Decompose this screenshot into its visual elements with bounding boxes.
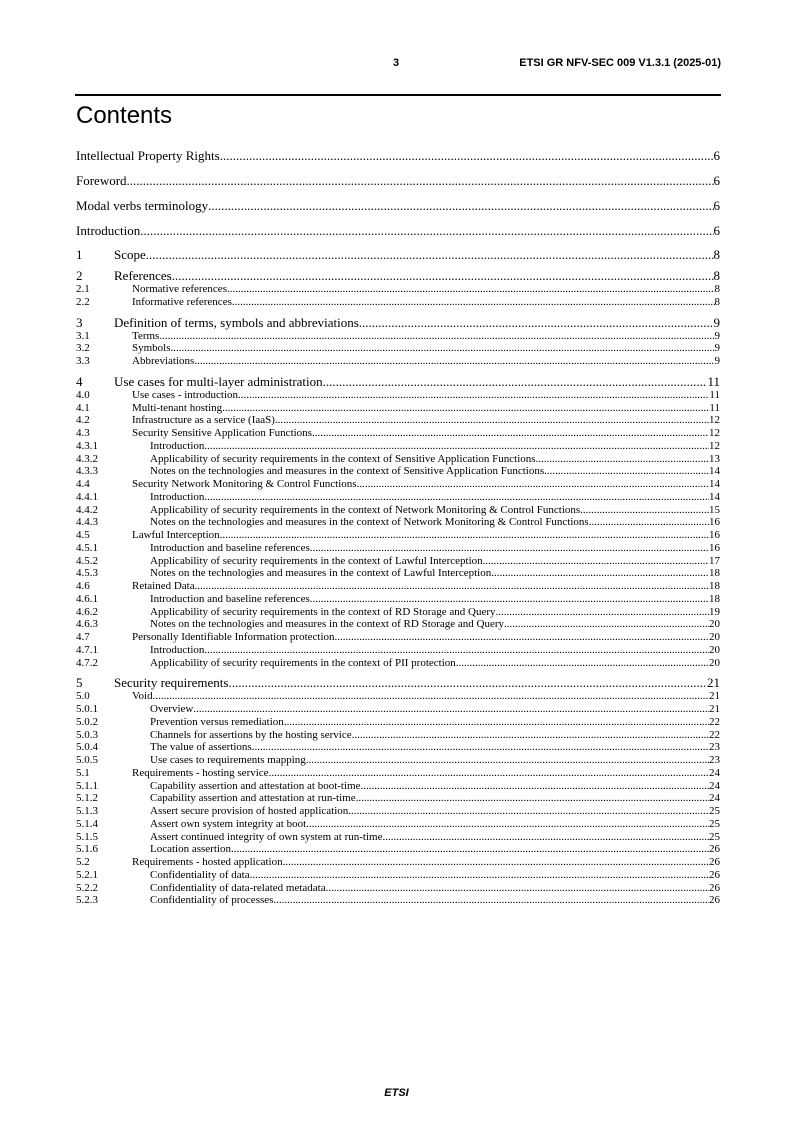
toc-entry-number: 3 (76, 315, 83, 330)
toc-entry[interactable] (76, 402, 720, 415)
toc-entry-number: 4.4.1 (76, 490, 98, 503)
toc-dot-leader (194, 355, 714, 368)
toc-entry-title: Assert continued integrity of own system at run-time (150, 830, 383, 843)
toc-entry-title: Notes on the technologies and measures in the context of Network Monitoring & Control Functions (150, 516, 589, 529)
toc-entry[interactable] (76, 414, 720, 427)
toc-entry-page: 21 (709, 703, 720, 715)
contents-title: Contents (76, 102, 173, 129)
toc-entry-page: 19 (709, 605, 720, 618)
toc-entry-number: 4.5 (76, 529, 90, 541)
toc-entry-page: 8 (713, 269, 720, 283)
toc-entry-title: Personally Identifiable Information protection (132, 631, 335, 643)
toc-entry-number: 4.4.2 (76, 503, 98, 516)
toc-entry-title: Introduction (150, 439, 205, 452)
toc-dot-leader (220, 529, 709, 542)
toc-entry[interactable] (76, 465, 720, 478)
toc-entry-title: Retained Data (132, 580, 195, 592)
toc-entry[interactable] (76, 843, 720, 856)
toc-entry-page: 20 (709, 656, 720, 669)
toc-dot-leader (250, 869, 709, 882)
toc-dot-leader (228, 676, 707, 690)
toc-entry-title: Use cases - introduction (132, 388, 238, 401)
toc-dot-leader (352, 729, 709, 742)
toc-entry-page: 14 (709, 478, 720, 490)
toc-entry-page: 9 (714, 329, 720, 342)
toc-dot-leader (348, 805, 709, 818)
toc-entry-number: 4.2 (76, 414, 90, 427)
toc-dot-leader (504, 618, 709, 631)
toc-entry-page: 16 (709, 529, 720, 541)
toc-dot-leader (208, 198, 713, 214)
toc-dot-leader (227, 283, 715, 296)
toc-entry[interactable] (76, 516, 720, 529)
toc-entry[interactable] (76, 316, 720, 330)
toc-entry-title: Scope (114, 248, 146, 262)
toc-dot-leader (238, 389, 709, 402)
header-rule (75, 94, 721, 96)
toc-entry[interactable] (76, 170, 720, 195)
toc-entry[interactable] (76, 342, 720, 355)
toc-entry[interactable] (76, 491, 720, 504)
toc-entry-page: 20 (709, 631, 720, 643)
toc-entry-title: Assert secure provision of hosted application (150, 805, 349, 817)
toc-entry-number: 4.7.1 (76, 643, 98, 656)
toc-dot-leader (310, 593, 709, 606)
toc-entry-page: 9 (714, 342, 720, 355)
toc-entry-title: Lawful Interception (132, 529, 220, 541)
toc-dot-leader (312, 427, 709, 440)
toc-entry[interactable] (76, 504, 720, 517)
toc-entry-number: 2.2 (76, 295, 90, 308)
toc-entry[interactable] (76, 529, 720, 542)
toc-entry-number: 4.4.3 (76, 516, 98, 529)
toc-entry-title: Confidentiality of data (150, 868, 250, 881)
toc-entry-title: Applicability of security requirements in the context of PII protection (150, 656, 456, 669)
toc-entry-page: 16 (709, 516, 720, 529)
toc-entry-title: Assert own system integrity at boot (150, 817, 307, 830)
toc-entry-number: 4.4 (76, 478, 90, 490)
toc-entry-number: 4.6.2 (76, 605, 98, 618)
toc-dot-leader (171, 342, 715, 355)
toc-entry-number: 4.5.3 (76, 567, 98, 580)
toc-dot-leader (204, 491, 709, 504)
toc-dot-leader (306, 754, 709, 767)
toc-entry-title: Introduction (150, 643, 205, 656)
toc-dot-leader (335, 631, 709, 644)
toc-entry-page: 9 (713, 315, 720, 330)
toc-entry-number: 5.1.1 (76, 779, 98, 792)
toc-entry-page: 23 (709, 741, 720, 754)
toc-entry[interactable] (76, 741, 720, 754)
toc-entry-page: 26 (709, 894, 720, 907)
toc-entry-page: 14 (709, 490, 720, 503)
toc-entry[interactable] (76, 355, 720, 368)
toc-entry-number: 5.1 (76, 766, 90, 779)
toc-entry-page: 21 (707, 676, 720, 691)
toc-entry-title: Introduction (76, 223, 141, 238)
toc-entry-number: 5.1.4 (76, 817, 98, 830)
toc-dot-leader (146, 248, 714, 262)
page-header (0, 57, 793, 73)
toc-entry-title: Confidentiality of data-related metadata (150, 881, 326, 894)
toc-dot-leader (580, 504, 709, 517)
toc-entry[interactable] (76, 780, 720, 793)
toc-entry-number: 3.3 (76, 355, 90, 367)
toc-dot-leader (357, 478, 709, 491)
toc-dot-leader (172, 269, 714, 283)
toc-entry[interactable] (76, 818, 720, 831)
toc-entry-page: 18 (709, 567, 720, 580)
toc-entry-number: 5.0 (76, 690, 90, 703)
toc-entry-number: 4.5.1 (76, 541, 98, 554)
toc-entry[interactable] (76, 767, 720, 780)
toc-entry[interactable] (76, 478, 720, 491)
toc-entry-title: Capability assertion and attestation at boot-time (150, 779, 361, 792)
toc-entry[interactable] (76, 716, 720, 729)
toc-entry[interactable] (76, 427, 720, 440)
toc-dot-leader (269, 767, 709, 780)
toc-entry[interactable] (76, 703, 720, 716)
table-of-contents (76, 145, 720, 907)
page-number: 3 (393, 57, 400, 69)
toc-entry-page: 24 (709, 792, 720, 805)
toc-entry-title: Location assertion (150, 843, 231, 856)
toc-entry[interactable] (76, 618, 720, 631)
toc-entry-number: 4.1 (76, 401, 90, 414)
toc-dot-leader (153, 690, 709, 703)
toc-entry[interactable] (76, 882, 720, 895)
toc-entry-number: 5.1.5 (76, 830, 98, 843)
toc-dot-leader (127, 173, 714, 189)
toc-entry-number: 4.6 (76, 580, 90, 592)
toc-entry-number: 4.3.3 (76, 465, 98, 478)
toc-dot-leader (589, 516, 709, 529)
toc-entry-number: 5 (76, 676, 83, 691)
toc-dot-leader (326, 882, 709, 895)
toc-entry-page: 15 (709, 503, 720, 516)
toc-entry-page: 18 (709, 580, 720, 592)
toc-entry-title: Terms (132, 329, 160, 342)
toc-entry-number: 5.0.5 (76, 754, 98, 766)
toc-entry[interactable] (76, 248, 720, 262)
toc-entry[interactable] (76, 269, 720, 283)
toc-dot-leader (359, 316, 714, 330)
toc-dot-leader (220, 148, 714, 164)
toc-entry[interactable] (76, 754, 720, 767)
toc-entry-number: 4.3 (76, 427, 90, 439)
document-identifier: ETSI GR NFV-SEC 009 V1.3.1 (2025-01) (519, 57, 721, 69)
toc-entry-page: 25 (709, 817, 720, 830)
toc-entry[interactable] (76, 220, 720, 245)
toc-entry-page: 24 (709, 779, 720, 792)
toc-entry[interactable] (76, 894, 720, 907)
toc-entry[interactable] (76, 555, 720, 568)
toc-entry-number: 3.1 (76, 329, 90, 342)
toc-dot-leader (356, 792, 709, 805)
toc-entry-page: 11 (709, 401, 720, 414)
toc-entry-page: 17 (709, 554, 720, 567)
toc-entry[interactable] (76, 580, 720, 593)
toc-entry-number: 5.0.4 (76, 741, 98, 754)
toc-entry[interactable] (76, 453, 720, 466)
toc-dot-leader (275, 414, 709, 427)
toc-entry-page: 16 (709, 541, 720, 554)
toc-entry[interactable] (76, 869, 720, 882)
toc-entry[interactable] (76, 831, 720, 844)
toc-entry-title: Prevention versus remediation (150, 715, 284, 728)
toc-dot-leader (306, 818, 709, 831)
toc-entry-title: Channels for assertions by the hosting service (150, 728, 352, 741)
toc-entry-title: Void (132, 690, 153, 703)
toc-dot-leader (193, 703, 709, 716)
toc-dot-leader (284, 716, 709, 729)
toc-entry-page: 12 (709, 439, 720, 452)
toc-entry-title: Informative references (132, 295, 232, 308)
toc-dot-leader (496, 606, 710, 619)
toc-entry-title: Definition of terms, symbols and abbreviations (114, 315, 359, 330)
toc-entry[interactable] (76, 195, 720, 220)
toc-entry[interactable] (76, 593, 720, 606)
toc-entry-number: 5.1.2 (76, 792, 98, 805)
toc-entry[interactable] (76, 389, 720, 402)
toc-entry-page: 26 (709, 856, 720, 868)
toc-dot-leader (204, 440, 709, 453)
toc-entry-page: 23 (709, 754, 720, 766)
toc-entry-number: 5.1.6 (76, 843, 98, 856)
toc-dot-leader (536, 453, 709, 466)
toc-entry[interactable] (76, 690, 720, 703)
toc-entry-title: Use cases for multi-layer administration (114, 374, 323, 389)
toc-entry-title: Multi-tenant hosting (132, 401, 223, 414)
toc-entry-number: 4 (76, 374, 83, 389)
toc-entry-title: Notes on the technologies and measures in the context of RD Storage and Query (150, 618, 505, 631)
toc-entry-page: 9 (714, 355, 720, 367)
toc-dot-leader (195, 580, 709, 593)
toc-entry-page: 6 (713, 173, 720, 188)
toc-entry-page: 26 (709, 843, 720, 856)
toc-entry-title: References (114, 269, 172, 283)
toc-dot-leader (273, 894, 709, 907)
toc-entry-title: Modal verbs terminology (76, 198, 209, 213)
toc-entry-page: 22 (709, 715, 720, 728)
toc-entry-page: 20 (709, 643, 720, 656)
toc-entry[interactable] (76, 792, 720, 805)
toc-entry-page: 13 (709, 452, 720, 465)
toc-dot-leader (382, 831, 709, 844)
page-footer: ETSI (384, 1087, 409, 1099)
toc-entry-page: 12 (709, 427, 720, 439)
toc-entry-number: 5.2.2 (76, 881, 98, 894)
toc-entry[interactable] (76, 631, 720, 644)
toc-dot-leader (204, 644, 709, 657)
toc-entry[interactable] (76, 606, 720, 619)
toc-entry-title: Security Network Monitoring & Control Functions (132, 478, 357, 490)
toc-entry[interactable] (76, 856, 720, 869)
toc-dot-leader (456, 657, 709, 670)
toc-dot-leader (222, 402, 709, 415)
toc-entry-title: Notes on the technologies and measures in the context of Sensitive Application Functions (150, 465, 545, 478)
toc-entry-number: 5.2 (76, 856, 90, 868)
toc-entry-page: 25 (709, 830, 720, 843)
toc-entry-title: Security Sensitive Application Functions (132, 427, 312, 439)
toc-entry-page: 12 (709, 414, 720, 427)
toc-entry-title: Introduction and baseline references (150, 592, 310, 605)
toc-dot-leader (310, 542, 709, 555)
toc-entry-number: 4.5.2 (76, 554, 98, 567)
toc-entry[interactable] (76, 644, 720, 657)
toc-entry-number: 2.1 (76, 283, 90, 295)
toc-entry[interactable] (76, 657, 720, 670)
toc-entry-page: 8 (714, 295, 720, 308)
toc-entry-title: Introduction and baseline references (150, 541, 310, 554)
toc-entry-number: 5.0.3 (76, 728, 98, 741)
toc-dot-leader (231, 843, 709, 856)
toc-entry-number: 4.7.2 (76, 656, 98, 669)
toc-entry-page: 6 (713, 223, 720, 238)
toc-entry[interactable] (76, 567, 720, 580)
toc-entry-number: 2 (76, 269, 83, 283)
toc-entry-title: Applicability of security requirements in the context of RD Storage and Query (150, 605, 496, 618)
toc-entry[interactable] (76, 676, 720, 690)
toc-entry[interactable] (76, 296, 720, 309)
toc-entry-title: Overview (150, 703, 194, 715)
toc-entry-number: 4.0 (76, 388, 90, 401)
toc-entry-page: 6 (713, 198, 720, 213)
toc-entry-number: 3.2 (76, 342, 90, 355)
toc-entry[interactable] (76, 542, 720, 555)
toc-entry-number: 5.1.3 (76, 805, 98, 817)
toc-dot-leader (232, 296, 715, 309)
toc-entry-page: 14 (709, 465, 720, 478)
toc-entry-number: 4.6.3 (76, 618, 98, 631)
toc-dot-leader (252, 741, 709, 754)
toc-entry[interactable] (76, 283, 720, 296)
toc-dot-leader (140, 223, 713, 239)
toc-entry-page: 21 (709, 690, 720, 703)
toc-entry-page: 11 (709, 388, 720, 401)
toc-entry-title: Confidentiality of processes (150, 894, 274, 907)
toc-dot-leader (323, 375, 708, 389)
toc-entry-page: 24 (709, 766, 720, 779)
toc-entry-page: 11 (707, 374, 720, 389)
toc-entry-page: 20 (709, 618, 720, 631)
toc-entry-title: Applicability of security requirements in the context of Sensitive Application Functions (150, 452, 536, 465)
toc-entry-title: Introduction (150, 490, 205, 503)
toc-dot-leader (283, 856, 709, 869)
toc-entry-page: 8 (714, 283, 720, 295)
toc-entry-title: Applicability of security requirements in the context of Lawful Interception (150, 554, 483, 567)
toc-entry-title: The value of assertions (150, 741, 252, 754)
toc-entry-title: Applicability of security requirements in the context of Network Monitoring & Control Functions (150, 503, 581, 516)
toc-entry[interactable] (76, 729, 720, 742)
toc-entry-title: Security requirements (114, 676, 229, 691)
toc-entry-page: 22 (709, 728, 720, 741)
toc-entry-title: Abbreviations (132, 355, 195, 367)
toc-entry-number: 5.0.2 (76, 715, 98, 728)
toc-entry-page: 25 (709, 805, 720, 817)
toc-entry-number: 4.3.2 (76, 452, 98, 465)
toc-entry-title: Symbols (132, 342, 171, 355)
toc-entry-title: Foreword (76, 173, 127, 188)
toc-entry-title: Infrastructure as a service (IaaS) (132, 414, 275, 427)
toc-dot-leader (483, 555, 709, 568)
toc-entry-number: 4.3.1 (76, 439, 98, 452)
toc-entry-page: 6 (713, 148, 720, 163)
toc-entry-number: 1 (76, 248, 83, 262)
toc-entry[interactable] (76, 375, 720, 389)
toc-entry[interactable] (76, 330, 720, 343)
toc-entry-title: Intellectual Property Rights (76, 148, 220, 163)
toc-entry-title: Use cases to requirements mapping (150, 754, 306, 766)
toc-entry-number: 4.6.1 (76, 592, 98, 605)
toc-entry-title: Capability assertion and attestation at run-time (150, 792, 356, 805)
toc-entry-title: Requirements - hosted application (132, 856, 283, 868)
toc-dot-leader (159, 330, 714, 343)
toc-entry-number: 5.2.1 (76, 868, 98, 881)
toc-entry-page: 8 (713, 248, 720, 262)
toc-entry[interactable] (76, 440, 720, 453)
toc-entry-title: Requirements - hosting service (132, 766, 269, 779)
toc-entry-page: 18 (709, 592, 720, 605)
toc-entry-title: Notes on the technologies and measures in the context of Lawful Interception (150, 567, 492, 580)
toc-entry-title: Normative references (132, 283, 227, 295)
toc-entry[interactable] (76, 145, 720, 170)
toc-dot-leader (491, 567, 709, 580)
toc-entry-page: 26 (709, 868, 720, 881)
toc-entry-page: 26 (709, 881, 720, 894)
toc-entry-number: 5.2.3 (76, 894, 98, 907)
toc-dot-leader (360, 780, 709, 793)
toc-dot-leader (544, 465, 709, 478)
toc-entry-number: 5.0.1 (76, 703, 98, 715)
toc-entry-number: 4.7 (76, 631, 90, 643)
toc-entry[interactable] (76, 805, 720, 818)
